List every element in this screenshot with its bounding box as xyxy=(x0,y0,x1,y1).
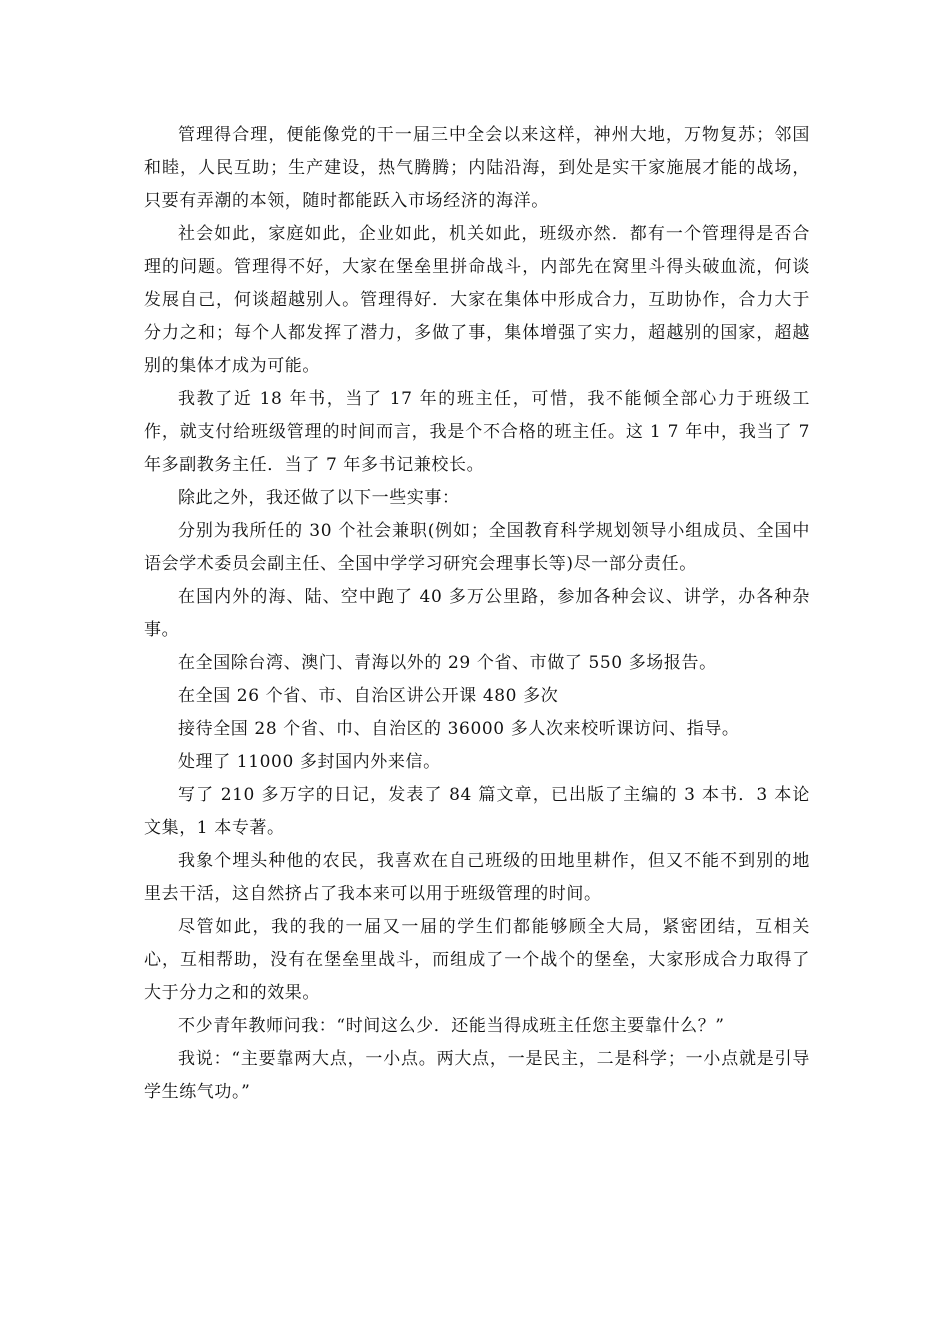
paragraph-1: 管理得合理，便能像党的干一届三中全会以来这样，神州大地，万物复苏；邻国和睦，人民互助；生产建设，热气腾腾；内陆沿海，到处是实干家施展才能的战场，只要有弄潮的本领，随时都能跃入市场经济的海洋。 xyxy=(144,125,810,211)
paragraph-14: 不少青年教师问我：“时间这么少．还能当得成班主任您主要靠什么？” xyxy=(178,1016,725,1036)
paragraph-6: 在国内外的海、陆、空中跑了 40 多万公里路，参加各种会议、讲学，办各种杂事。 xyxy=(144,587,810,640)
paragraph-12: 我象个埋头种他的农民，我喜欢在自己班级的田地里耕作，但又不能不到别的地里去干活，这自然挤占了我本来可以用于班级管理的时间。 xyxy=(144,851,810,904)
paragraph-5: 分别为我所任的 30 个社会兼职(例如；全国教育科学规划领导小组成员、全国中语会学术委员会副主任、全国中学学习研究会理事长等)尽一部分责任。 xyxy=(144,521,810,574)
document-body xyxy=(144,119,810,1109)
paragraph-7: 在全国除台湾、澳门、青海以外的 29 个省、市做了 550 多场报告。 xyxy=(178,653,717,673)
paragraph-10: 处理了 11000 多封国内外来信。 xyxy=(178,752,441,772)
paragraph-8: 在全国 26 个省、市、自治区讲公开课 480 多次 xyxy=(178,686,559,706)
paragraph-4: 除此之外，我还做了以下一些实事： xyxy=(178,488,460,508)
paragraph-11: 写了 210 多万字的日记，发表了 84 篇文章，已出版了主编的 3 本书．3 本论文集，1 本专著。 xyxy=(144,785,810,838)
paragraph-9: 接待全国 28 个省、巾、自治区的 36000 多人次来校听课访问、指导。 xyxy=(178,719,740,739)
paragraph-13: 尽管如此，我的我的一届又一届的学生们都能够顾全大局，紧密团结，互相关心，互相帮助，没有在堡垒里战斗，而组成了一个战个的堡垒，大家形成合力取得了大于分力之和的效果。 xyxy=(144,917,810,1003)
paragraph-3: 我教了近 18 年书，当了 17 年的班主任，可惜，我不能倾全部心力于班级工作，就支付给班级管理的时间而言，我是个不合格的班主任。这 1 7 年中，我当了 7 年多副教务主任．当了 7 年多书记兼校长。 xyxy=(144,389,810,475)
paragraph-15: 我说：“主要靠两大点，一小点。两大点，一是民主，二是科学；一小点就是引导学生练气功。” xyxy=(144,1049,810,1102)
paragraph-2: 社会如此，家庭如此，企业如此，机关如此，班级亦然．都有一个管理得是否合理的问题。管理得不好，大家在堡垒里拼命战斗，内部先在窝里斗得头破血流，何谈发展自己，何谈超越别人。管理得好．大家在集体中形成合力，互助协作，合力大于分力之和；每个人都发挥了潜力，多做了事，集体增强了实力，超越别的国家，超越别的集体才成为可能。 xyxy=(144,224,810,376)
